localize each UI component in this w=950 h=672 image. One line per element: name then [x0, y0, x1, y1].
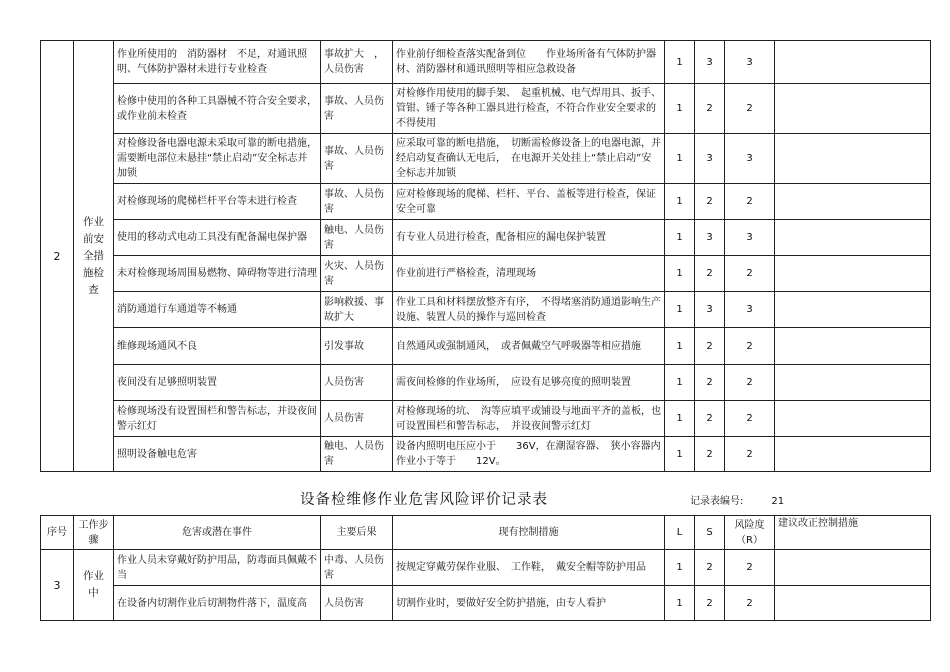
control-cell: 自然通风或强制通风， 或者佩戴空气呼吸器等相应措施	[393, 328, 665, 365]
header-hazard: 危害或潜在事件	[114, 516, 321, 550]
hazard-cell: 作业人员未穿戴好防护用品，防毒面具佩戴不当	[114, 550, 321, 586]
consequence-cell: 人员伤害	[321, 401, 393, 437]
r-cell: 2	[725, 84, 775, 134]
header-s: S	[695, 516, 725, 550]
table-row	[41, 41, 931, 84]
control-cell: 应采取可靠的断电措施， 切断需检修设备上的电器电源，并经启动复查确认无电后， 在电源开关处挂上“禁止启动”安全标志并加锁	[393, 134, 665, 184]
record-number-value: 21	[771, 496, 785, 507]
header-consequence: 主要后果	[321, 516, 393, 550]
suggest-cell	[775, 256, 931, 292]
upper-table-body	[41, 41, 931, 472]
s-cell: 3	[695, 41, 725, 84]
l-cell: 1	[665, 586, 695, 621]
record-number	[690, 492, 784, 507]
table-row	[41, 365, 931, 401]
consequence-cell: 影响救援、事故扩大	[321, 292, 393, 328]
l-cell: 1	[665, 256, 695, 292]
control-cell: 设备内照明电压应小于 36V，在潮湿容器、 狭小容器内作业小于等于 12V。	[393, 437, 665, 472]
hazard-cell: 夜间没有足够照明装置	[114, 365, 321, 401]
s-cell: 2	[695, 184, 725, 220]
l-cell: 1	[665, 365, 695, 401]
suggest-cell	[775, 328, 931, 365]
risk-table-upper	[40, 40, 931, 472]
suggest-cell	[775, 437, 931, 472]
r-cell: 2	[725, 365, 775, 401]
step-cell-in-progress: 作业中	[74, 550, 114, 621]
r-cell: 2	[725, 184, 775, 220]
s-cell: 2	[695, 365, 725, 401]
consequence-cell: 事故、人员伤害	[321, 134, 393, 184]
table-row	[41, 220, 931, 256]
consequence-cell: 事故、人员伤害	[321, 184, 393, 220]
control-cell: 作业前进行严格检查，清理现场	[393, 256, 665, 292]
consequence-cell: 引发事故	[321, 328, 393, 365]
suggest-cell	[775, 550, 931, 586]
header-suggest: 建议改正控制措施	[775, 516, 931, 550]
r-cell: 2	[725, 256, 775, 292]
l-cell: 1	[665, 328, 695, 365]
suggest-cell	[775, 365, 931, 401]
control-cell: 按规定穿戴劳保作业服、 工作鞋， 戴安全帽等防护用品	[393, 550, 665, 586]
lower-table-body	[41, 516, 931, 621]
l-cell: 1	[665, 184, 695, 220]
r-cell: 2	[725, 328, 775, 365]
s-cell: 2	[695, 401, 725, 437]
risk-table-lower	[40, 515, 931, 621]
hazard-cell: 照明设备触电危害	[114, 437, 321, 472]
l-cell: 1	[665, 41, 695, 84]
hazard-cell: 检修现场没有设置围栏和警告标志，并设夜间警示红灯	[114, 401, 321, 437]
r-cell: 2	[725, 437, 775, 472]
row-group-seq: 3	[41, 550, 74, 621]
r-cell: 3	[725, 41, 775, 84]
suggest-cell	[775, 41, 931, 84]
hazard-cell: 使用的移动式电动工具没有配备漏电保护器	[114, 220, 321, 256]
page-title: 设备检维修作业危害风险评价记录表	[300, 492, 548, 508]
s-cell: 2	[695, 550, 725, 586]
header-l: L	[665, 516, 695, 550]
table-row	[41, 134, 931, 184]
table-row	[41, 401, 931, 437]
l-cell: 1	[665, 550, 695, 586]
suggest-cell	[775, 84, 931, 134]
suggest-cell	[775, 401, 931, 437]
suggest-cell	[775, 292, 931, 328]
hazard-cell: 在设备内切割作业后切割物件落下，温度高	[114, 586, 321, 621]
l-cell: 1	[665, 437, 695, 472]
table-header-row	[41, 516, 931, 550]
s-cell: 3	[695, 292, 725, 328]
s-cell: 2	[695, 437, 725, 472]
s-cell: 3	[695, 220, 725, 256]
control-cell: 作业工具和材料摆放整齐有序， 不得堵塞消防通道影响生产设施、装置人员的操作与巡回检查	[393, 292, 665, 328]
hazard-cell: 作业所使用的 消防器材 不足，对通讯照明、气体防护器材未进行专业检查	[114, 41, 321, 84]
control-cell: 切割作业时，要做好安全防护措施，由专人看护	[393, 586, 665, 621]
consequence-cell: 触电、人员伤害	[321, 220, 393, 256]
s-cell: 2	[695, 84, 725, 134]
control-cell: 对检修作用使用的脚手架、 起重机械、电气焊用具、扳手、管钳、锤子等各种工器具进行检查，不符合作业安全要求的不得使用	[393, 84, 665, 134]
s-cell: 3	[695, 134, 725, 184]
s-cell: 2	[695, 256, 725, 292]
r-cell: 3	[725, 292, 775, 328]
header-r: 风险度（R）	[725, 516, 775, 550]
control-cell: 需夜间检修的作业场所， 应设有足够亮度的照明装置	[393, 365, 665, 401]
table-row	[41, 550, 931, 586]
suggest-cell	[775, 586, 931, 621]
r-cell: 2	[725, 401, 775, 437]
consequence-cell: 事故扩大 ，人员伤害	[321, 41, 393, 84]
hazard-cell: 消防通道行车通道等不畅通	[114, 292, 321, 328]
consequence-cell: 中毒、人员伤害	[321, 550, 393, 586]
consequence-cell: 事故、人员伤害	[321, 84, 393, 134]
control-cell: 有专业人员进行检查，配备相应的漏电保护装置	[393, 220, 665, 256]
r-cell: 3	[725, 134, 775, 184]
table-row	[41, 256, 931, 292]
l-cell: 1	[665, 292, 695, 328]
hazard-cell: 对检修现场的爬梯栏杆平台等未进行检查	[114, 184, 321, 220]
consequence-cell: 火灾、人员伤害	[321, 256, 393, 292]
hazard-cell: 检修中使用的各种工具器械不符合安全要求，或作业前未检查	[114, 84, 321, 134]
l-cell: 1	[665, 401, 695, 437]
l-cell: 1	[665, 84, 695, 134]
r-cell: 2	[725, 586, 775, 621]
r-cell: 2	[725, 550, 775, 586]
r-cell: 3	[725, 220, 775, 256]
control-cell: 作业前仔细检查落实配备到位 作业场所备有气体防护器材、消防器材和通讯照明等相应急救设备	[393, 41, 665, 84]
s-cell: 2	[695, 328, 725, 365]
header-step: 工作步骤	[74, 516, 114, 550]
table-row	[41, 437, 931, 472]
table-row	[41, 328, 931, 365]
table-row	[41, 184, 931, 220]
control-cell: 应对检修现场的爬梯、栏杆、平台、盖板等进行检查，保证安全可靠	[393, 184, 665, 220]
header-seq: 序号	[41, 516, 74, 550]
l-cell: 1	[665, 134, 695, 184]
row-group-seq: 2	[41, 41, 74, 472]
step-cell-pre-check: 作业前安全措施检查	[74, 41, 114, 472]
hazard-cell: 对检修设备电器电源未采取可靠的断电措施，需要断电部位未悬挂“禁止启动”安全标志并加锁	[114, 134, 321, 184]
consequence-cell: 触电、人员伤害	[321, 437, 393, 472]
consequence-cell: 人员伤害	[321, 586, 393, 621]
hazard-cell: 维修现场通风不良	[114, 328, 321, 365]
suggest-cell	[775, 220, 931, 256]
suggest-cell	[775, 184, 931, 220]
suggest-cell	[775, 134, 931, 184]
s-cell: 2	[695, 586, 725, 621]
consequence-cell: 人员伤害	[321, 365, 393, 401]
hazard-cell: 未对检修现场周围易燃物、障碍物等进行清理	[114, 256, 321, 292]
l-cell: 1	[665, 220, 695, 256]
table-row	[41, 586, 931, 621]
control-cell: 对检修现场的坑、 沟等应填平或铺设与地面平齐的盖板，也可设置围栏和警告标志， 并设夜间警示红灯	[393, 401, 665, 437]
table-row	[41, 292, 931, 328]
header-control: 现有控制措施	[393, 516, 665, 550]
table-row	[41, 84, 931, 134]
record-number-label: 记录表编号:	[690, 496, 744, 507]
